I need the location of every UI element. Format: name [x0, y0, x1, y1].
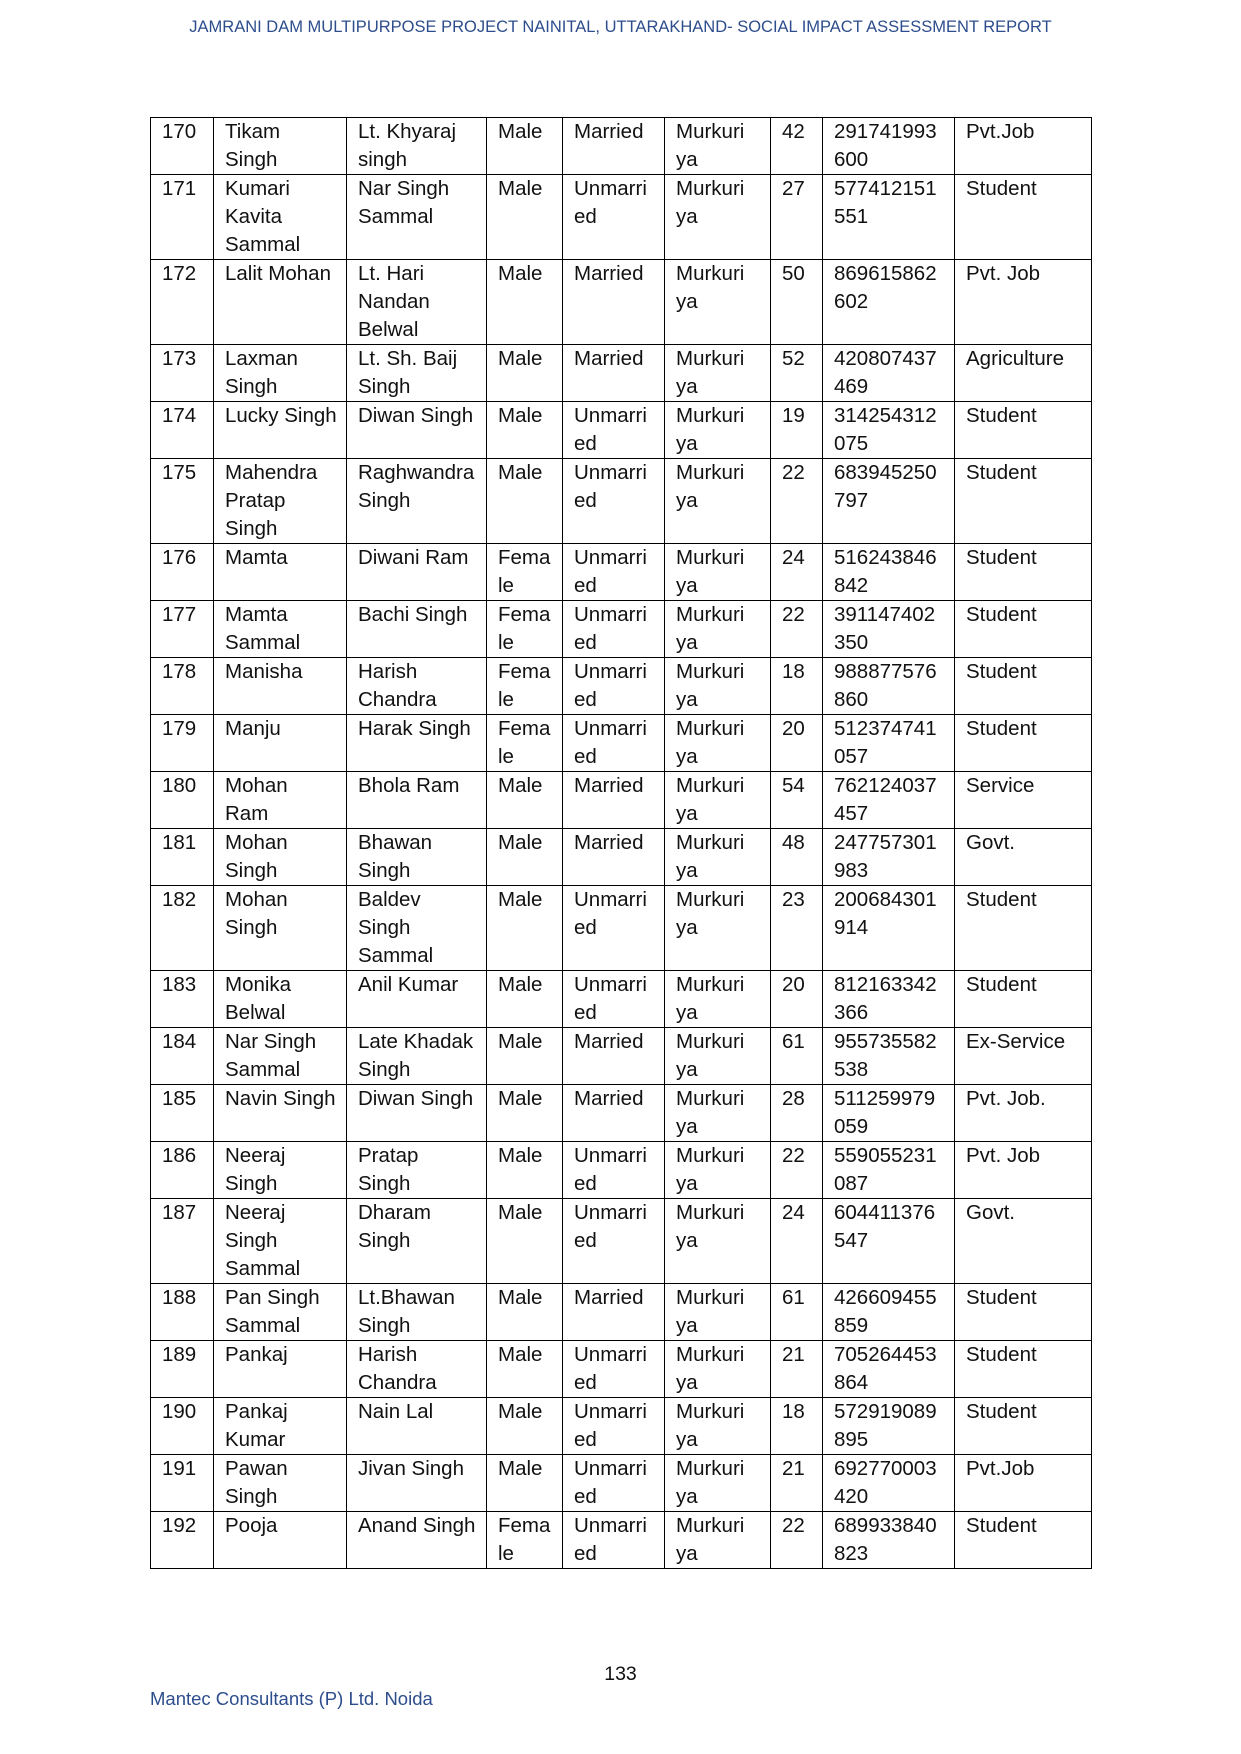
cell-marital-status: Unmarri ed	[563, 1398, 665, 1455]
cell-name: Manju	[214, 715, 347, 772]
cell-marital-status: Married	[563, 1028, 665, 1085]
cell-gender: Male	[487, 829, 563, 886]
cell-marital-status: Unmarri ed	[563, 459, 665, 544]
cell-age: 54	[771, 772, 823, 829]
cell-id-number: 604411376 547	[823, 1199, 955, 1284]
cell-id-number: 689933840 823	[823, 1512, 955, 1569]
cell-father-name: Harak Singh	[347, 715, 487, 772]
cell-id-number: 692770003 420	[823, 1455, 955, 1512]
cell-gender: Male	[487, 402, 563, 459]
cell-age: 20	[771, 971, 823, 1028]
table-row	[151, 1142, 1092, 1199]
cell-gender: Male	[487, 1455, 563, 1512]
cell-serial-number: 189	[151, 1341, 214, 1398]
cell-father-name: Nar Singh Sammal	[347, 175, 487, 260]
cell-marital-status: Unmarri ed	[563, 658, 665, 715]
cell-village: Murkuri ya	[665, 1085, 771, 1142]
cell-serial-number: 179	[151, 715, 214, 772]
cell-name: Manisha	[214, 658, 347, 715]
cell-gender: Fema le	[487, 544, 563, 601]
cell-village: Murkuri ya	[665, 118, 771, 175]
cell-age: 20	[771, 715, 823, 772]
cell-gender: Male	[487, 345, 563, 402]
cell-father-name: Anand Singh	[347, 1512, 487, 1569]
cell-age: 21	[771, 1341, 823, 1398]
cell-id-number: 762124037 457	[823, 772, 955, 829]
cell-village: Murkuri ya	[665, 971, 771, 1028]
cell-village: Murkuri ya	[665, 1028, 771, 1085]
cell-id-number: 391147402 350	[823, 601, 955, 658]
cell-serial-number: 181	[151, 829, 214, 886]
cell-gender: Fema le	[487, 715, 563, 772]
cell-name: Mahendra Pratap Singh	[214, 459, 347, 544]
cell-name: Pawan Singh	[214, 1455, 347, 1512]
table-row	[151, 1085, 1092, 1142]
cell-serial-number: 192	[151, 1512, 214, 1569]
cell-village: Murkuri ya	[665, 1512, 771, 1569]
cell-father-name: Bhawan Singh	[347, 829, 487, 886]
cell-serial-number: 176	[151, 544, 214, 601]
page-number: 133	[604, 1663, 637, 1685]
cell-village: Murkuri ya	[665, 1341, 771, 1398]
table-row	[151, 1284, 1092, 1341]
cell-village: Murkuri ya	[665, 544, 771, 601]
cell-marital-status: Unmarri ed	[563, 1341, 665, 1398]
cell-gender: Male	[487, 1028, 563, 1085]
cell-marital-status: Unmarri ed	[563, 601, 665, 658]
cell-marital-status: Married	[563, 118, 665, 175]
cell-father-name: Pratap Singh	[347, 1142, 487, 1199]
cell-age: 24	[771, 544, 823, 601]
cell-serial-number: 183	[151, 971, 214, 1028]
cell-occupation: Govt.	[955, 829, 1092, 886]
cell-name: Mohan Singh	[214, 829, 347, 886]
cell-gender: Male	[487, 971, 563, 1028]
cell-father-name: Late Khadak Singh	[347, 1028, 487, 1085]
cell-name: Lalit Mohan	[214, 260, 347, 345]
cell-marital-status: Married	[563, 1085, 665, 1142]
cell-occupation: Student	[955, 658, 1092, 715]
cell-village: Murkuri ya	[665, 601, 771, 658]
cell-father-name: Anil Kumar	[347, 971, 487, 1028]
cell-id-number: 200684301 914	[823, 886, 955, 971]
cell-name: Pooja	[214, 1512, 347, 1569]
cell-gender: Male	[487, 1284, 563, 1341]
cell-age: 61	[771, 1028, 823, 1085]
running-header-title: JAMRANI DAM MULTIPURPOSE PROJECT NAINITAL, UTTARAKHAND- SOCIAL IMPACT ASSESSMENT REPORT	[189, 18, 1052, 36]
cell-gender: Male	[487, 1085, 563, 1142]
cell-serial-number: 173	[151, 345, 214, 402]
cell-marital-status: Married	[563, 260, 665, 345]
cell-age: 24	[771, 1199, 823, 1284]
cell-name: Pan Singh Sammal	[214, 1284, 347, 1341]
cell-serial-number: 186	[151, 1142, 214, 1199]
cell-age: 52	[771, 345, 823, 402]
cell-serial-number: 171	[151, 175, 214, 260]
cell-occupation: Student	[955, 971, 1092, 1028]
cell-father-name: Nain Lal	[347, 1398, 487, 1455]
cell-father-name: Harish Chandra	[347, 658, 487, 715]
cell-father-name: Baldev Singh Sammal	[347, 886, 487, 971]
cell-gender: Male	[487, 1398, 563, 1455]
cell-occupation: Pvt. Job.	[955, 1085, 1092, 1142]
cell-village: Murkuri ya	[665, 829, 771, 886]
cell-occupation: Student	[955, 544, 1092, 601]
cell-marital-status: Unmarri ed	[563, 715, 665, 772]
cell-occupation: Service	[955, 772, 1092, 829]
cell-father-name: Dharam Singh	[347, 1199, 487, 1284]
cell-age: 42	[771, 118, 823, 175]
cell-serial-number: 185	[151, 1085, 214, 1142]
cell-occupation: Govt.	[955, 1199, 1092, 1284]
cell-father-name: Bhola Ram	[347, 772, 487, 829]
cell-father-name: Raghwandra Singh	[347, 459, 487, 544]
cell-marital-status: Unmarri ed	[563, 886, 665, 971]
cell-serial-number: 172	[151, 260, 214, 345]
cell-marital-status: Unmarri ed	[563, 971, 665, 1028]
cell-id-number: 683945250 797	[823, 459, 955, 544]
cell-marital-status: Unmarri ed	[563, 402, 665, 459]
table-row	[151, 175, 1092, 260]
cell-name: Neeraj Singh	[214, 1142, 347, 1199]
cell-name: Mohan Ram	[214, 772, 347, 829]
cell-age: 21	[771, 1455, 823, 1512]
cell-occupation: Ex-Service	[955, 1028, 1092, 1085]
cell-father-name: Lt. Khyaraj singh	[347, 118, 487, 175]
cell-father-name: Diwan Singh	[347, 1085, 487, 1142]
table-row	[151, 715, 1092, 772]
cell-occupation: Pvt. Job	[955, 260, 1092, 345]
cell-serial-number: 191	[151, 1455, 214, 1512]
cell-gender: Male	[487, 1142, 563, 1199]
table-row	[151, 1199, 1092, 1284]
cell-marital-status: Unmarri ed	[563, 1512, 665, 1569]
cell-gender: Male	[487, 459, 563, 544]
cell-marital-status: Married	[563, 772, 665, 829]
cell-marital-status: Married	[563, 829, 665, 886]
cell-father-name: Lt. Sh. Baij Singh	[347, 345, 487, 402]
cell-father-name: Jivan Singh	[347, 1455, 487, 1512]
cell-gender: Male	[487, 118, 563, 175]
table-row	[151, 118, 1092, 175]
cell-gender: Male	[487, 260, 563, 345]
cell-name: Pankaj Kumar	[214, 1398, 347, 1455]
cell-village: Murkuri ya	[665, 1284, 771, 1341]
cell-occupation: Student	[955, 1284, 1092, 1341]
cell-gender: Male	[487, 886, 563, 971]
cell-id-number: 420807437 469	[823, 345, 955, 402]
cell-serial-number: 190	[151, 1398, 214, 1455]
cell-age: 22	[771, 601, 823, 658]
cell-gender: Male	[487, 772, 563, 829]
cell-father-name: Diwan Singh	[347, 402, 487, 459]
table-row	[151, 1398, 1092, 1455]
cell-marital-status: Unmarri ed	[563, 175, 665, 260]
cell-id-number: 572919089 895	[823, 1398, 955, 1455]
cell-serial-number: 188	[151, 1284, 214, 1341]
cell-gender: Fema le	[487, 601, 563, 658]
cell-serial-number: 178	[151, 658, 214, 715]
cell-name: Mamta Sammal	[214, 601, 347, 658]
cell-id-number: 247757301 983	[823, 829, 955, 886]
cell-marital-status: Unmarri ed	[563, 1142, 665, 1199]
cell-occupation: Pvt. Job	[955, 1142, 1092, 1199]
cell-father-name: Harish Chandra	[347, 1341, 487, 1398]
cell-age: 50	[771, 260, 823, 345]
cell-occupation: Student	[955, 402, 1092, 459]
cell-serial-number: 170	[151, 118, 214, 175]
cell-age: 61	[771, 1284, 823, 1341]
table-row	[151, 658, 1092, 715]
cell-gender: Fema le	[487, 658, 563, 715]
cell-age: 27	[771, 175, 823, 260]
table-row	[151, 260, 1092, 345]
cell-name: Kumari Kavita Sammal	[214, 175, 347, 260]
table-row	[151, 544, 1092, 601]
cell-name: Navin Singh	[214, 1085, 347, 1142]
table-body	[151, 118, 1092, 1569]
cell-marital-status: Married	[563, 1284, 665, 1341]
footer-company-name: Mantec Consultants (P) Ltd. Noida	[150, 1688, 433, 1709]
cell-village: Murkuri ya	[665, 1455, 771, 1512]
cell-name: Pankaj	[214, 1341, 347, 1398]
cell-occupation: Student	[955, 886, 1092, 971]
cell-age: 18	[771, 1398, 823, 1455]
cell-name: Tikam Singh	[214, 118, 347, 175]
cell-village: Murkuri ya	[665, 175, 771, 260]
cell-age: 23	[771, 886, 823, 971]
cell-occupation: Pvt.Job	[955, 118, 1092, 175]
table-row	[151, 1341, 1092, 1398]
cell-age: 28	[771, 1085, 823, 1142]
cell-age: 22	[771, 1512, 823, 1569]
cell-village: Murkuri ya	[665, 260, 771, 345]
cell-id-number: 516243846 842	[823, 544, 955, 601]
cell-occupation: Student	[955, 1398, 1092, 1455]
cell-name: Mamta	[214, 544, 347, 601]
cell-serial-number: 177	[151, 601, 214, 658]
table-row	[151, 1455, 1092, 1512]
cell-village: Murkuri ya	[665, 1142, 771, 1199]
cell-id-number: 577412151 551	[823, 175, 955, 260]
cell-age: 22	[771, 459, 823, 544]
cell-age: 48	[771, 829, 823, 886]
cell-serial-number: 175	[151, 459, 214, 544]
cell-serial-number: 182	[151, 886, 214, 971]
cell-serial-number: 174	[151, 402, 214, 459]
cell-id-number: 812163342 366	[823, 971, 955, 1028]
cell-marital-status: Married	[563, 345, 665, 402]
cell-name: Laxman Singh	[214, 345, 347, 402]
cell-id-number: 955735582 538	[823, 1028, 955, 1085]
cell-village: Murkuri ya	[665, 459, 771, 544]
cell-occupation: Student	[955, 175, 1092, 260]
cell-gender: Fema le	[487, 1512, 563, 1569]
cell-id-number: 869615862 602	[823, 260, 955, 345]
cell-name: Neeraj Singh Sammal	[214, 1199, 347, 1284]
cell-father-name: Lt. Hari Nandan Belwal	[347, 260, 487, 345]
table-row	[151, 459, 1092, 544]
table-row	[151, 345, 1092, 402]
cell-occupation: Student	[955, 1341, 1092, 1398]
cell-village: Murkuri ya	[665, 1398, 771, 1455]
cell-village: Murkuri ya	[665, 658, 771, 715]
cell-occupation: Agriculture	[955, 345, 1092, 402]
table-row	[151, 402, 1092, 459]
cell-gender: Male	[487, 1341, 563, 1398]
cell-father-name: Diwani Ram	[347, 544, 487, 601]
cell-serial-number: 187	[151, 1199, 214, 1284]
cell-village: Murkuri ya	[665, 402, 771, 459]
cell-name: Lucky Singh	[214, 402, 347, 459]
table-row	[151, 601, 1092, 658]
cell-serial-number: 184	[151, 1028, 214, 1085]
table-row	[151, 886, 1092, 971]
survey-table	[150, 117, 1092, 1569]
cell-marital-status: Unmarri ed	[563, 544, 665, 601]
cell-occupation: Student	[955, 601, 1092, 658]
cell-occupation: Student	[955, 459, 1092, 544]
cell-id-number: 559055231 087	[823, 1142, 955, 1199]
cell-name: Monika Belwal	[214, 971, 347, 1028]
cell-id-number: 988877576 860	[823, 658, 955, 715]
cell-gender: Male	[487, 1199, 563, 1284]
table-row	[151, 971, 1092, 1028]
cell-name: Mohan Singh	[214, 886, 347, 971]
cell-marital-status: Unmarri ed	[563, 1199, 665, 1284]
cell-id-number: 705264453 864	[823, 1341, 955, 1398]
cell-id-number: 512374741 057	[823, 715, 955, 772]
cell-age: 19	[771, 402, 823, 459]
cell-age: 22	[771, 1142, 823, 1199]
cell-id-number: 511259979 059	[823, 1085, 955, 1142]
cell-occupation: Student	[955, 715, 1092, 772]
cell-id-number: 314254312 075	[823, 402, 955, 459]
cell-id-number: 426609455 859	[823, 1284, 955, 1341]
cell-name: Nar Singh Sammal	[214, 1028, 347, 1085]
cell-village: Murkuri ya	[665, 1199, 771, 1284]
cell-father-name: Bachi Singh	[347, 601, 487, 658]
cell-marital-status: Unmarri ed	[563, 1455, 665, 1512]
cell-occupation: Student	[955, 1512, 1092, 1569]
table-row	[151, 772, 1092, 829]
cell-village: Murkuri ya	[665, 886, 771, 971]
cell-id-number: 291741993 600	[823, 118, 955, 175]
cell-age: 18	[771, 658, 823, 715]
table-row	[151, 829, 1092, 886]
cell-village: Murkuri ya	[665, 715, 771, 772]
table-row	[151, 1028, 1092, 1085]
cell-occupation: Pvt.Job	[955, 1455, 1092, 1512]
cell-father-name: Lt.Bhawan Singh	[347, 1284, 487, 1341]
cell-village: Murkuri ya	[665, 345, 771, 402]
cell-serial-number: 180	[151, 772, 214, 829]
cell-village: Murkuri ya	[665, 772, 771, 829]
cell-gender: Male	[487, 175, 563, 260]
table-row	[151, 1512, 1092, 1569]
